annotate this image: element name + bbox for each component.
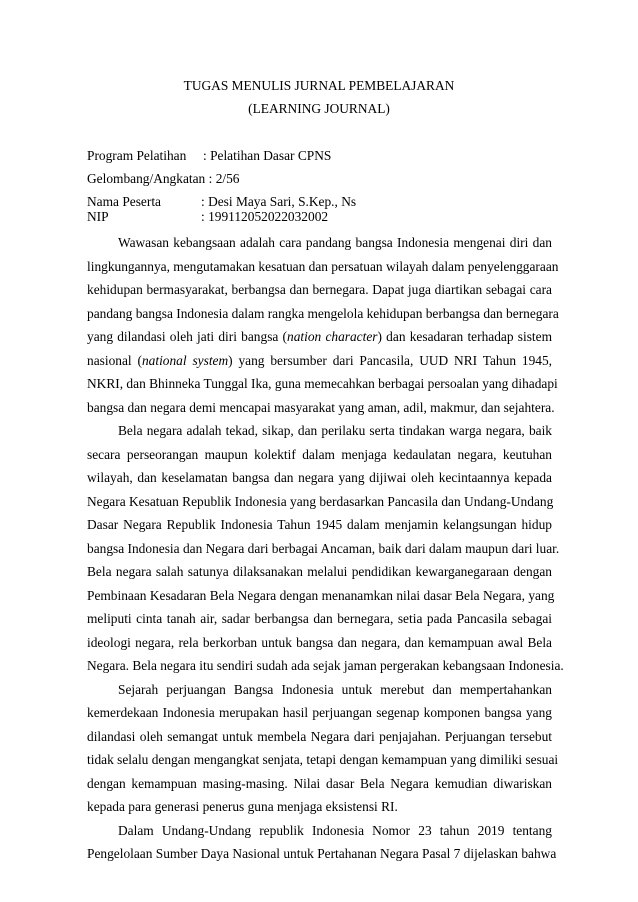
italic-term: national system (141, 352, 229, 368)
paragraph-2-line: Bela negara adalah tekad, sikap, dan perilaku serta tindakan warga negara, baik (118, 423, 552, 438)
paragraph-2-line: meliputi cinta tanah air, sadar berbangsa dan bernegara, setia pada Pancasila sebagai (87, 611, 552, 626)
paragraph-2-line: wilayah, dan keselamatan bangsa dan negara yang dijiwai oleh kecintaannya kepada (87, 470, 552, 485)
paragraph-1-line: bangsa dan negara demi mencapai masyarakat yang aman, adil, makmur, dan sejahtera. (87, 399, 555, 415)
paragraph-2-line: Negara Kesatuan Republik Indonesia yang berdasarkan Pancasila dan Undang-Undang (87, 493, 554, 509)
paragraph-2-line: Negara. Bela negara itu sendiri sudah ada sejak jaman pergerakan kebangsaan Indonesia. (87, 658, 564, 673)
paragraph-1-line: NKRI, dan Bhinneka Tunggal Ika, guna memecahkan berbagai persoalan yang dihadapi (87, 376, 558, 391)
info-value: : 2/56 (208, 171, 240, 186)
info-value: : Desi Maya Sari, S.Kep., Ns (201, 194, 357, 209)
body-text (87, 231, 564, 866)
info-value: : 199112052022032002 (201, 209, 329, 224)
text-run: yang dilandasi oleh jati diri bangsa ( (87, 329, 288, 344)
paragraph-2-line: secara perseorangan maupun kolektif dalam menjaga kedaulatan negara, keutuhan (87, 446, 552, 462)
paragraph-1-line: pandang bangsa Indonesia dalam rangka mengelola kehidupan berbangsa dan bernegara (87, 305, 559, 321)
paragraph-1-line (87, 349, 552, 373)
paragraph-2-line: Pembinaan Kesadaran Bela Negara dengan menanamkan nilai dasar Bela Negara, yang (87, 587, 555, 603)
info-label: Program Pelatihan (87, 148, 187, 163)
info-label: Nama Peserta (87, 194, 161, 209)
paragraph-1-line: kehidupan bermasyarakat, berbangsa dan bernegara. Dapat juga diartikan sebagai cara (87, 282, 552, 297)
info-label: Gelombang/Angkatan (87, 171, 206, 186)
paragraph-4-line: Dalam Undang-Undang republik Indonesia Nomor 23 tahun 2019 tentang (118, 822, 552, 838)
info-value: : Pelatihan Dasar CPNS (203, 148, 332, 163)
info-row-gelombang (87, 171, 240, 187)
paragraph-1-line: lingkungannya, mengutamakan kesatuan dan persatuan wilayah dalam penyelenggaraan (87, 258, 559, 274)
paragraph-2-line: Dasar Negara Republik Indonesia Tahun 1945 dalam menjamin kelangsungan hidup (87, 517, 552, 532)
paragraph-4-line: Pengelolaan Sumber Daya Nasional untuk Pertahanan Negara Pasal 7 dijelaskan bahwa (87, 846, 557, 861)
italic-term: nation character (287, 329, 378, 344)
paragraph-3-line: tidak selalu dengan mengangkat senjata, tetapi dengan kemampuan yang dimiliki sesuai (87, 752, 559, 767)
text-run: ) dan kesadaran terhadap sistem (377, 329, 552, 344)
info-label: NIP (87, 209, 109, 224)
paragraph-1-line (87, 325, 552, 349)
paragraph-2-line: ideologi negara, rela berkorban untuk bangsa dan negara, dan kemampuan awal Bela (87, 634, 552, 650)
text-run: ) yang bersumber dari Pancasila, UUD NRI Tahun 1945, (228, 352, 552, 368)
text-run: nasional ( (87, 352, 142, 368)
document-title: TUGAS MENULIS JURNAL PEMBELAJARAN (183, 78, 455, 93)
paragraph-3-line: kepada para generasi penerus guna menjaga eksistensi RI. (87, 799, 398, 814)
paragraph-3-line: dengan kemampuan masing-masing. Nilai dasar Bela Negara kemudian diwariskan (87, 775, 552, 791)
paragraph-2-line: bangsa Indonesia dan Negara dari berbagai Ancaman, baik dari dalam maupun dari luar. (87, 540, 560, 556)
paragraph-2-line: Bela negara salah satunya dilaksanakan melalui pendidikan kewarganegaraan dengan (87, 564, 552, 579)
paragraph-3-line: dilandasi oleh semangat untuk membela Negara dari penjajahan. Perjuangan tersebut (87, 728, 552, 744)
paragraph-3-line: Sejarah perjuangan Bangsa Indonesia untuk merebut dan mempertahankan (118, 681, 552, 697)
paragraph-3-line: kemerdekaan Indonesia merupakan hasil perjuangan segenap komponen bangsa yang (87, 705, 552, 720)
paragraph-1-line: Wawasan kebangsaan adalah cara pandang bangsa Indonesia mengenai diri dan (118, 235, 552, 250)
document-subtitle: (LEARNING JOURNAL) (248, 101, 390, 116)
